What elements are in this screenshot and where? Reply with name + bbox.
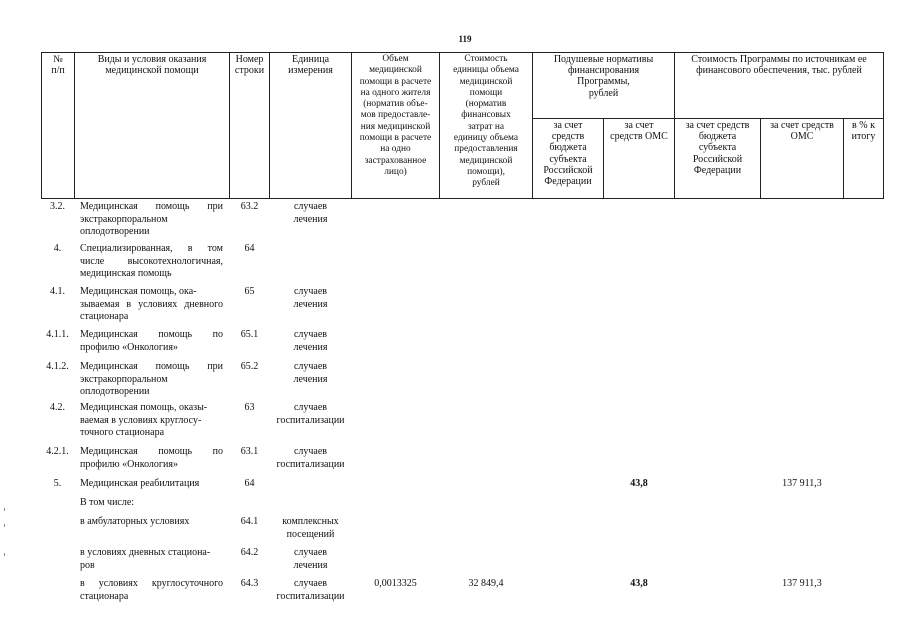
unit-cell: случаев лечения (293, 286, 328, 310)
table-top-rule (41, 52, 884, 53)
rule-right (883, 52, 884, 198)
page-number: 119 (458, 34, 472, 44)
unit-cell: случаев лечения (293, 547, 328, 571)
row-code-cell: 65 (244, 286, 255, 297)
row-code-cell: 64.1 (240, 516, 259, 527)
care-kind-cell: Медицинская помощь при экстракорпоральном оплодотворении (80, 361, 223, 398)
unit-cell: случаев лечения (293, 361, 328, 385)
row-number-cell: 4.2.1. (46, 446, 69, 457)
care-kind-cell: Медицинская реабилитация (80, 478, 200, 489)
row-number-cell: 4.2. (50, 402, 65, 413)
care-kind-cell: В том числе: (80, 497, 135, 508)
header-per-capita-norms: Подушевые нормативы финансирования Программы, рублей (553, 54, 654, 99)
medical-care-table (41, 52, 884, 612)
row-code-cell: 64 (244, 243, 255, 254)
table-row (41, 576, 884, 606)
header-row-number: Номер строки (234, 54, 265, 77)
care-kind-cell: Медицинская помощь, оказы- ваемая в условиях круглосу- точного стационара (80, 402, 208, 439)
table-row (41, 514, 884, 542)
unit-cell: случаев госпитализации (276, 402, 345, 426)
row-code-cell: 63 (244, 402, 255, 413)
row-code-cell: 65.1 (240, 329, 259, 340)
unit-cost-cell: 32 849,4 (468, 578, 504, 589)
unit-cell: комплексных посещений (282, 516, 339, 540)
care-kind-cell: в амбулаторных условиях (80, 516, 190, 527)
table-row (41, 199, 884, 237)
subheader-rule (532, 118, 884, 119)
header-unit: Единица измерения (288, 54, 333, 77)
volume-cell: 0,0013325 (374, 578, 417, 589)
header-unit-cost: Стоимость единицы объема медицинской помощи (норматив финансовых затрат на единицу объема предоставления медицинской помощи), рублей (453, 54, 519, 189)
row-number-cell: 4. (53, 243, 62, 254)
table-row (41, 284, 884, 324)
row-code-cell: 64.2 (240, 547, 259, 558)
table-row (41, 495, 884, 511)
care-kind-cell: Специализированная, в том числе высокотехнологичная, медицинская помощь (80, 243, 223, 280)
care-kind-cell: Медицинская помощь при экстракорпоральном оплодотворении (80, 201, 223, 238)
row-number-cell: 5. (53, 478, 62, 489)
row-code-cell: 64 (244, 478, 255, 489)
header-source-percent: в % к итогу (851, 120, 876, 143)
header-number: № п/п (51, 54, 65, 77)
scan-speck (4, 553, 5, 556)
care-kind-cell: в условиях круглосуточного стационара (80, 578, 223, 602)
care-kind-cell: Медицинская помощь по профилю «Онкология» (80, 329, 223, 353)
unit-cell: случаев госпитализации (276, 578, 345, 602)
header-care-kind: Виды и условия оказания медицинской помощи (97, 54, 207, 77)
scan-speck (4, 524, 5, 527)
row-code-cell: 63.2 (240, 201, 259, 212)
header-norm-budget: за счет средств бюджета субъекта Российской Федерации (543, 120, 593, 188)
table-row (41, 545, 884, 573)
header-volume: Объем медицинской помощи в расчете на одного жителя (норматив объе- мов предоставле- ния медицинской помощи в расчете на одно застрахованное лицо) (359, 54, 432, 177)
table-row (41, 327, 884, 357)
row-code-cell: 64.3 (240, 578, 259, 589)
unit-cell: случаев лечения (293, 201, 328, 225)
source-oms-cell: 137 911,3 (782, 478, 822, 489)
norm-oms-cell: 43,8 (630, 578, 648, 589)
row-number-cell: 4.1.2. (46, 361, 69, 372)
source-oms-cell: 137 911,3 (782, 578, 822, 589)
unit-cell: случаев лечения (293, 329, 328, 353)
scan-speck (4, 508, 5, 511)
row-number-cell: 4.1. (50, 286, 65, 297)
header-program-cost: Стоимость Программы по источникам ее финансового обеспечения, тыс. рублей (691, 54, 867, 77)
care-kind-cell: в условиях дневных стациона- ров (80, 547, 211, 571)
header-norm-oms: за счет средств ОМС (610, 120, 668, 143)
table-row (41, 476, 884, 492)
table-row (41, 444, 884, 474)
unit-cell: случаев госпитализации (276, 446, 345, 470)
header-source-oms: за счет средств ОМС (770, 120, 834, 143)
table-row (41, 400, 884, 440)
table-row (41, 359, 884, 397)
table-row (41, 241, 884, 281)
norm-oms-cell: 43,8 (630, 478, 648, 489)
care-kind-cell: Медицинская помощь, ока- зываемая в условиях дневного стационара (80, 286, 223, 323)
row-number-cell: 4.1.1. (46, 329, 69, 340)
header-source-budget: за счет средств бюджета субъекта Российской Федерации (685, 120, 750, 176)
row-code-cell: 63.1 (240, 446, 259, 457)
care-kind-cell: Медицинская помощь по профилю «Онкология» (80, 446, 223, 470)
row-code-cell: 65.2 (240, 361, 259, 372)
row-number-cell: 3.2. (50, 201, 65, 212)
